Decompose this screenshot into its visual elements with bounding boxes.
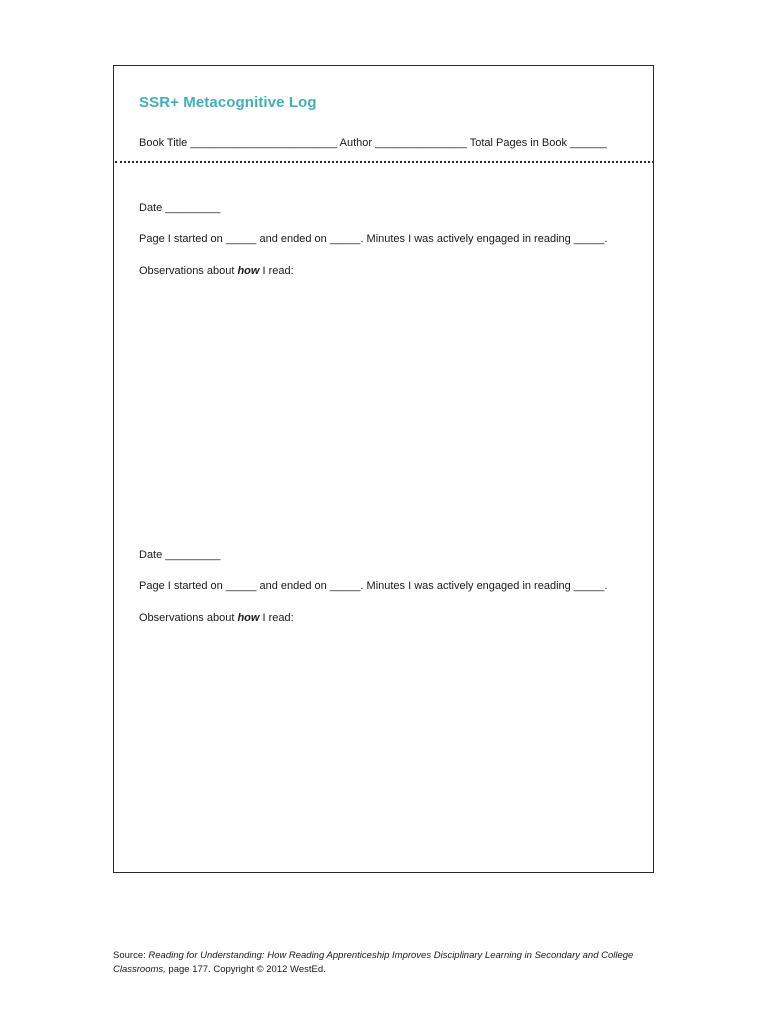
log-frame <box>113 65 654 873</box>
observations-emphasis: how <box>237 265 260 277</box>
observations-prefix: Observations about <box>139 265 238 277</box>
source-rest: page 177. Copyright © 2012 WestEd. <box>165 964 326 975</box>
observations-suffix: I read: <box>259 612 294 624</box>
entry-2-pages: Page I started on _____ and ended on _____. Minutes I was actively engaged in reading _____. <box>139 580 608 592</box>
entry-1-pages: Page I started on _____ and ended on _____. Minutes I was actively engaged in reading _____. <box>139 233 608 245</box>
source-citation <box>113 949 673 977</box>
observations-prefix: Observations about <box>139 612 238 624</box>
observations-suffix: I read: <box>259 265 294 277</box>
source-label: Source: <box>113 950 149 961</box>
entry-2-date: Date _________ <box>139 549 221 561</box>
page-title: SSR+ Metacognitive Log <box>139 94 317 111</box>
observations-emphasis: how <box>237 612 260 624</box>
entry-1-date: Date _________ <box>139 202 221 214</box>
entry-1-observations <box>139 265 294 277</box>
entry-2-observations <box>139 612 294 624</box>
source-book-title: Reading for Understanding: How Reading Apprenticeship Improves Disciplinary Learning in Secondary and College Classrooms, <box>113 950 634 975</box>
book-info-line: Book Title ________________________ Author _______________ Total Pages in Book ______ <box>139 137 607 149</box>
dotted-divider <box>115 161 654 163</box>
